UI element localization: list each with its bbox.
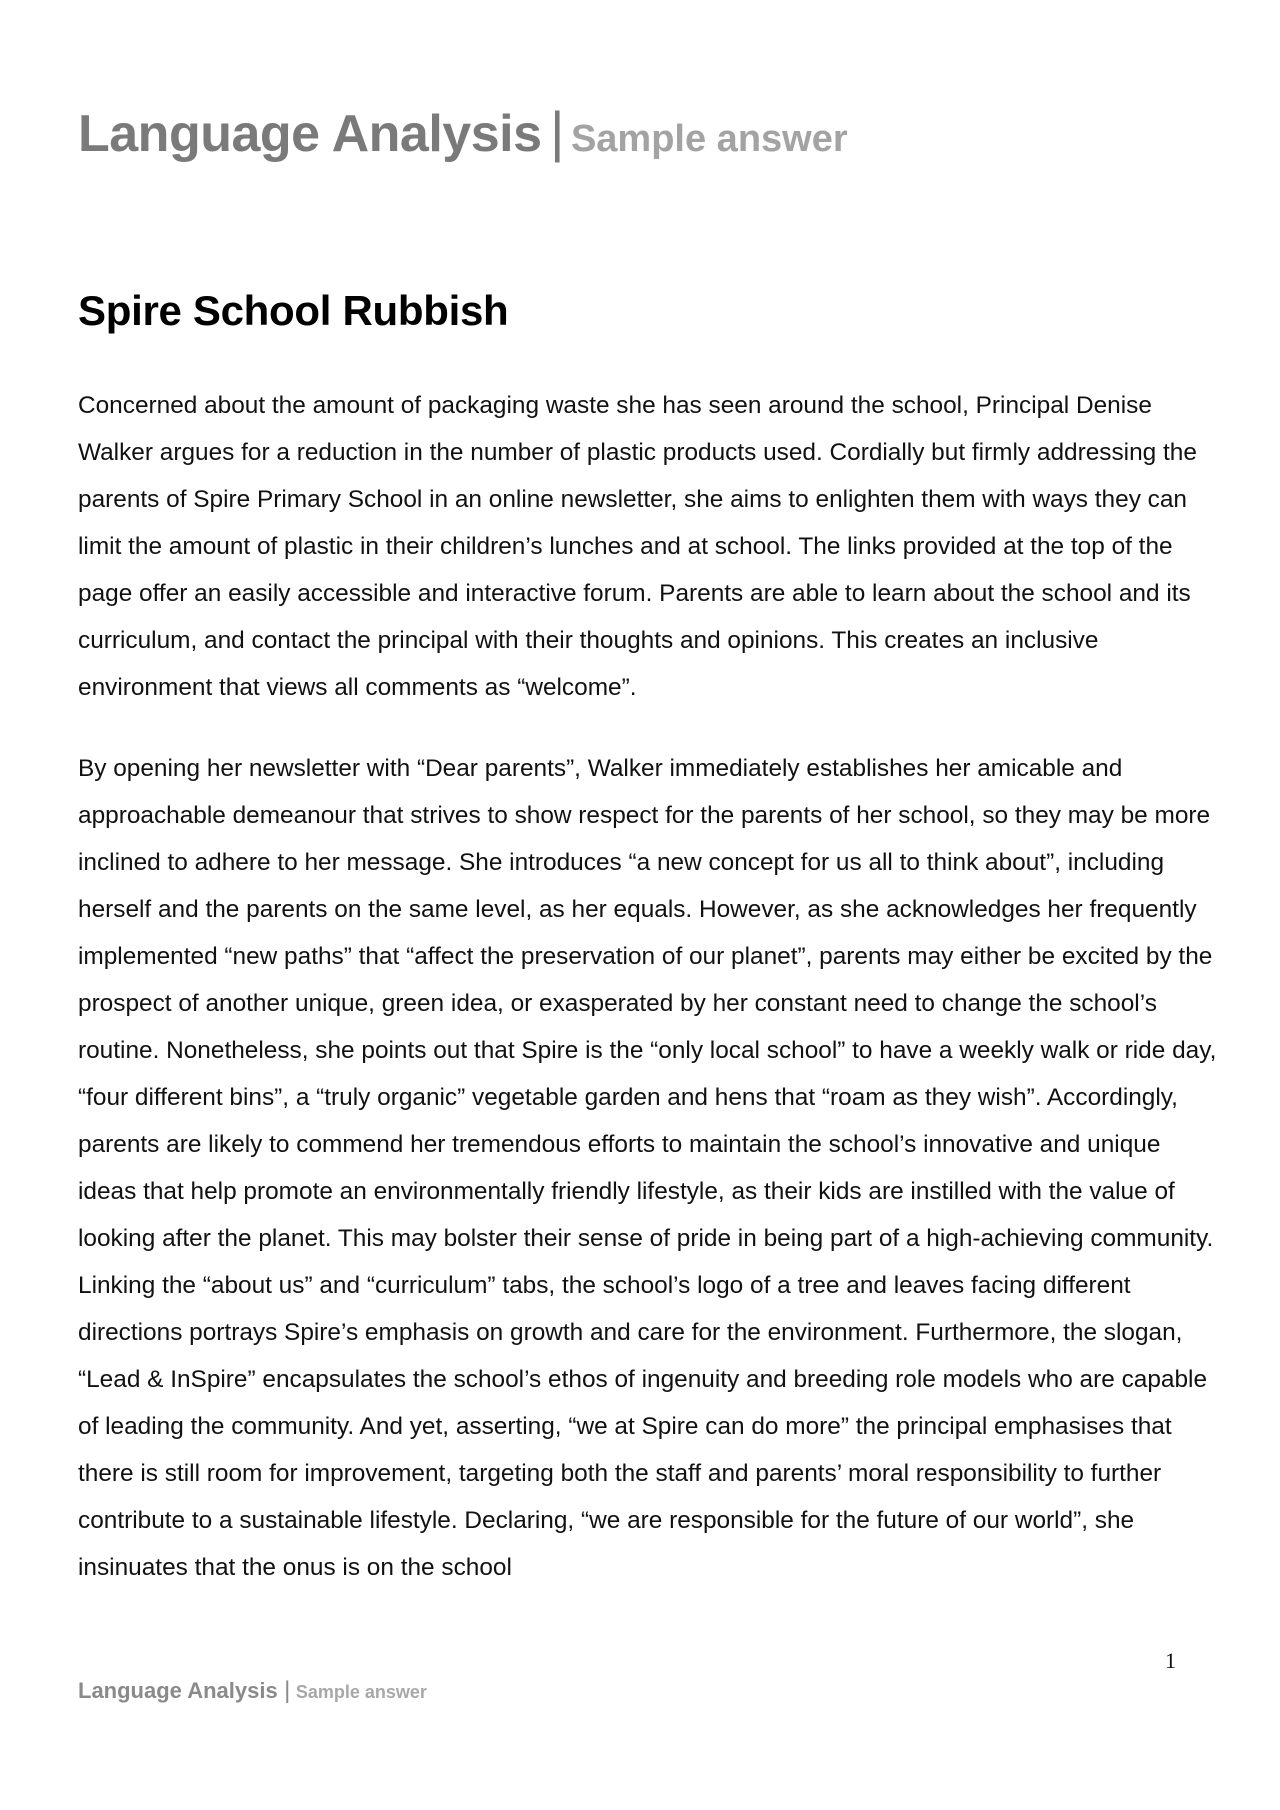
page-number: 1 xyxy=(1165,1648,1176,1673)
page-footer xyxy=(78,1679,427,1703)
header-title: Language Analysis xyxy=(78,105,542,163)
footer-title: Language Analysis xyxy=(78,1678,278,1703)
body-paragraph-1: Concerned about the amount of packaging waste she has seen around the school, Principal Denise Walker argues for a reduction in the number of plastic products used. Cordially but firmly addressing the parents of Spire Primary School in an online newsletter, she aims to enlighten them with ways they can limit the amount of plastic in their children’s lunches and at school. The links provided at the top of the page offer an easily accessible and interactive forum. Parents are able to learn about the school and its curriculum, and contact the principal with their thoughts and opinions. This creates an inclusive environment that views all comments as “welcome”. xyxy=(78,392,1197,701)
footer-subtitle: Sample answer xyxy=(295,1682,427,1702)
document-title: Spire School Rubbish xyxy=(78,287,509,334)
body-paragraph-2: By opening her newsletter with “Dear parents”, Walker immediately establishes her amicable and approachable demeanour that strives to show respect for the parents of her school, so they may be more inclined to adhere to her message. She introduces “a new concept for us all to think about”, including herself and the parents on the same level, as her equals. However, as she acknowledges her frequently implemented “new paths” that “affect the preservation of our planet”, parents may either be excited by the prospect of another unique, green idea, or exasperated by her constant need to change the school’s routine. Nonetheless, she points out that Spire is the “only local school” to have a weekly walk or ride day, “four different bins”, a “truly organic” vegetable garden and hens that “roam as they wish”. Accordingly, parents are likely to commend her tremendous efforts to maintain the school’s innovative and unique ideas that help promote an environmentally friendly lifestyle, as their kids are instilled with the value of looking after the planet. This may bolster their sense of pride in being part of a high-achieving community. Linking the “about us” and “curriculum” tabs, the school’s logo of a tree and leaves facing different directions portrays Spire’s emphasis on growth and care for the environment. Furthermore, the slogan, “Lead & InSpire” encapsulates the school’s ethos of ingenuity and breeding role models who are capable of leading the community. And yet, asserting, “we at Spire can do more” the principal emphasises that there is still room for improvement, targeting both the staff and parents’ moral responsibility to further contribute to a sustainable lifestyle. Declaring, “we are responsible for the future of our world”, she insinuates that the onus is on the school xyxy=(78,755,1217,1581)
header-subtitle: Sample answer xyxy=(570,118,848,160)
footer-separator: | xyxy=(284,1677,291,1704)
page-header xyxy=(78,100,848,163)
header-separator: | xyxy=(549,100,565,163)
